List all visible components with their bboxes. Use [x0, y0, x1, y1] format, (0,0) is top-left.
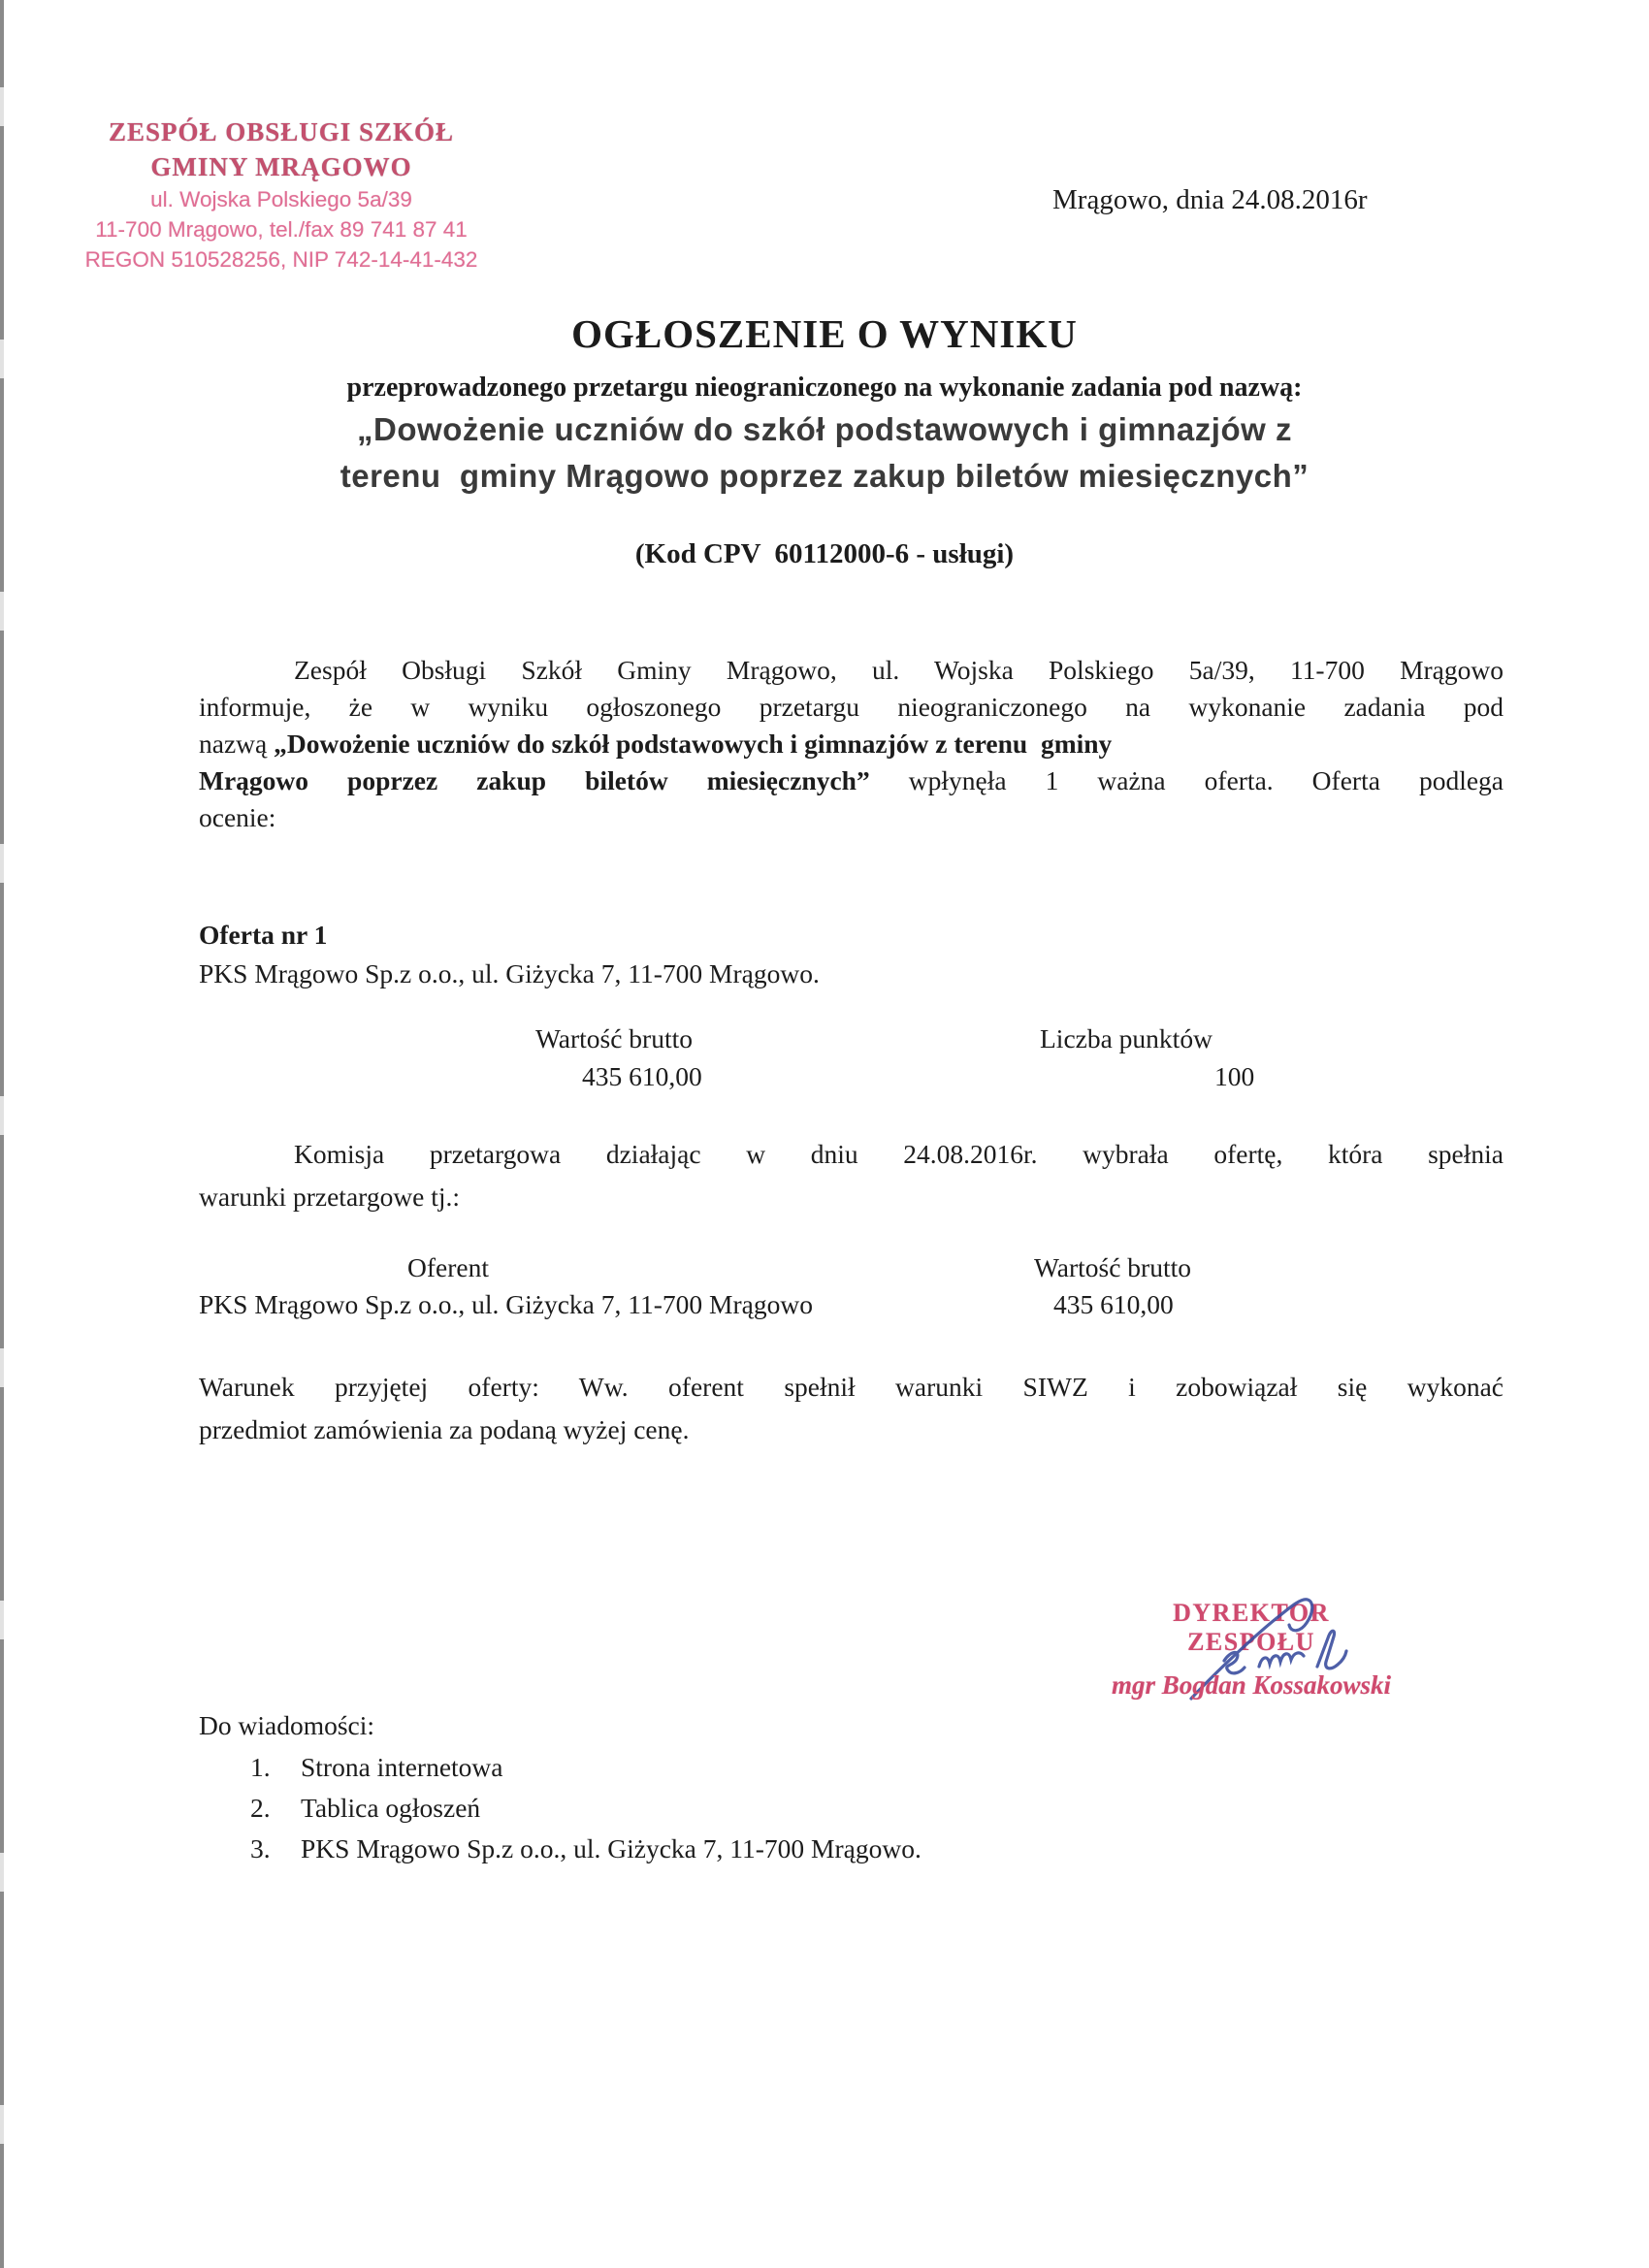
org-regon-nip: REGON 510528256, NIP 742-14-41-432 [84, 247, 478, 272]
intro-line3-bold: „Dowożenie uczniów do szkół podstawowych i gimnazjów z terenu gminy [274, 729, 1113, 759]
intro-line3-pre: nazwą [199, 729, 275, 759]
task-name-line1: „Dowożenie uczniów do szkół podstawowych i gimnazjów z [357, 411, 1292, 447]
distribution-item-1-number: 1. [250, 1752, 271, 1782]
org-name-line2: GMINY MRĄGOWO [150, 152, 412, 181]
committee-paragraph [199, 1133, 1504, 1218]
org-street: ul. Wojska Polskiego 5a/39 [150, 187, 412, 211]
signature-role-stamp: DYREKTOR ZESPOŁU [1173, 1599, 1330, 1656]
offer-company-line: PKS Mrągowo Sp.z o.o., ul. Giżycka 7, 11-700 Mrągowo. [199, 958, 820, 988]
intro-line3 [199, 726, 1504, 762]
distribution-item-3 [250, 1833, 922, 1864]
letterhead-stamp [68, 114, 495, 275]
distribution-item-2-label: Tablica ogłoszeń [301, 1793, 481, 1823]
committee-line1: Komisja przetargowa działając w dniu 24.08.2016r. wybrała ofertę, która spełnia [294, 1139, 1504, 1169]
intro-line5: ocenie: [199, 802, 276, 832]
offer-col-points-header: Liczba punktów [1040, 1023, 1212, 1053]
scan-edge-artifact [0, 0, 4, 2268]
selection-col-bidder-header: Oferent [407, 1252, 489, 1282]
distribution-item-3-label: PKS Mrągowo Sp.z o.o., ul. Giżycka 7, 11-700 Mrągowo. [301, 1833, 922, 1863]
distribution-item-2-number: 2. [250, 1793, 271, 1823]
distribution-item-3-number: 3. [250, 1833, 271, 1863]
cpv-code-line: (Kod CPV 60112000-6 - usługi) [634, 538, 1015, 569]
offer-gross-value: 435 610,00 [582, 1061, 702, 1091]
distribution-heading: Do wiadomości: [199, 1710, 375, 1740]
intro-line4-bold: Mrągowo poprzez zakup biletów miesięcznych” [199, 765, 870, 795]
selection-bidder-value: PKS Mrągowo Sp.z o.o., ul. Giżycka 7, 11-700 Mrągowo [199, 1289, 813, 1319]
intro-line4 [199, 762, 1504, 799]
distribution-item-1 [250, 1752, 502, 1783]
offer-heading: Oferta nr 1 [199, 920, 328, 950]
offer-points-value: 100 [1214, 1061, 1255, 1091]
selection-gross-value: 435 610,00 [1053, 1289, 1174, 1319]
condition-paragraph [199, 1366, 1504, 1451]
condition-line2: przedmiot zamówienia za podaną wyżej cenę. [199, 1414, 690, 1444]
intro-line1: Zespół Obsługi Szkół Gminy Mrągowo, ul. Wojska Polskiego 5a/39, 11-700 Mrągowo [294, 655, 1504, 685]
intro-line2: informuje, że w wyniku ogłoszonego przetargu nieograniczonego na wykonanie zadania pod [199, 692, 1504, 722]
task-name-line2: terenu gminy Mrągowo poprzez zakup biletów miesięcznych” [340, 458, 1310, 494]
committee-line2: warunki przetargowe tj.: [199, 1182, 461, 1212]
offer-col-gross-value-header: Wartość brutto [535, 1023, 693, 1053]
intro-line4-post: wpłynęła 1 ważna oferta. Oferta podlega [869, 765, 1504, 795]
distribution-item-1-label: Strona internetowa [301, 1752, 503, 1782]
selection-col-gross-value-header: Wartość brutto [1034, 1252, 1191, 1282]
condition-line1: Warunek przyjętej oferty: Ww. oferent spełnił warunki SIWZ i zobowiązał się wykonać [199, 1372, 1504, 1402]
org-name-line1: ZESPÓŁ OBSŁUGI SZKÓŁ [108, 117, 455, 146]
distribution-item-2 [250, 1793, 480, 1824]
date-line: Mrągowo, dnia 24.08.2016r [1052, 184, 1368, 215]
document-title: OGŁOSZENIE O WYNIKU [571, 311, 1078, 356]
document-subtitle: przeprowadzonego przetargu nieograniczonego na wykonanie zadania pod nazwą: [346, 373, 1303, 403]
intro-paragraph [199, 652, 1504, 836]
signature-name-stamp: mgr Bogdan Kossakowski [1111, 1670, 1392, 1700]
org-city-phone: 11-700 Mrągowo, tel./fax 89 741 87 41 [95, 217, 468, 242]
